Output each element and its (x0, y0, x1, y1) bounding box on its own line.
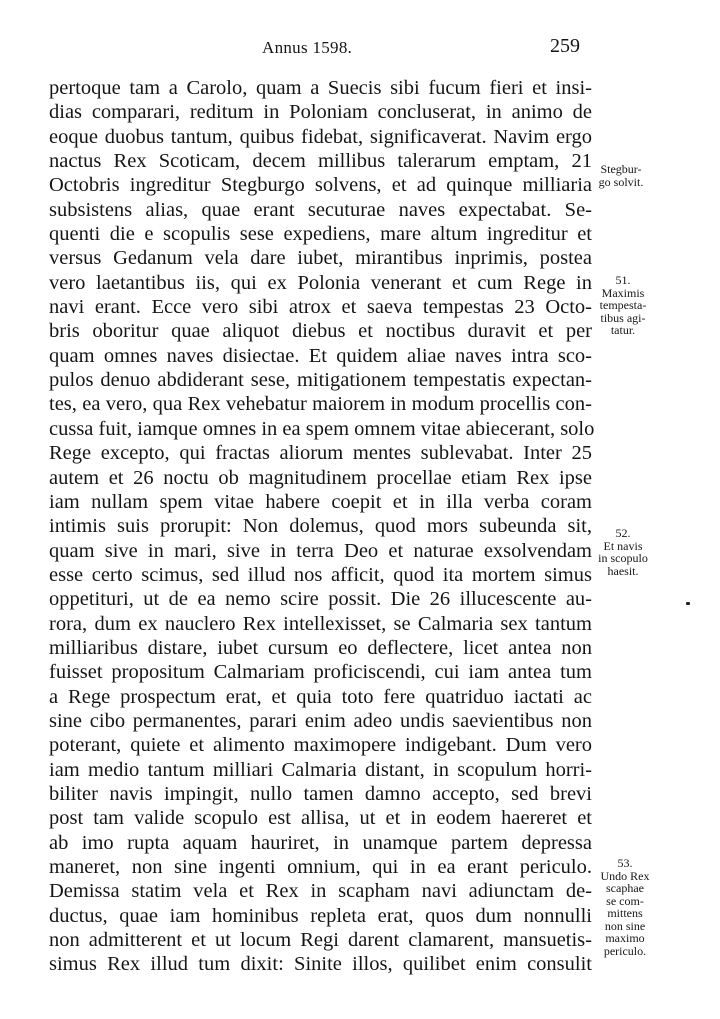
text-line: tes, ea vero, qua Rex vehebatur maiorem in modum procellis con- (49, 393, 592, 416)
text-line: Demissa statim vela et Rex in scapham navi adiunctam de- (49, 880, 592, 903)
text-line: post tam valide scopulo est allisa, ut et in eodem haereret et (49, 807, 592, 830)
text-line: fuisset propositum Calmariam proficiscendi, cui iam antea tum (49, 661, 592, 684)
text-line: maneret, non sine ingenti omnium, qui in ea erant periculo. (49, 856, 592, 878)
page-number: 259 (550, 35, 580, 57)
marginal-note-line: scaphae (606, 881, 644, 895)
marginal-note-line: mittens (607, 906, 643, 920)
marginal-note-line: Stegbur- (600, 162, 642, 176)
marginal-note-53 (589, 857, 661, 957)
text-line: poterant, quiete et alimento maximopere indigebant. Dum vero (49, 734, 592, 757)
text-line: ductus, quae iam hominibus repleta erat, quos dum nonnulli (49, 904, 592, 927)
marginal-note-52 (587, 527, 659, 577)
text-line: autem et 26 noctu ob magnitudinem procellae etiam Rex ipse (49, 466, 592, 489)
text-line: quenti die e scopulis sese expediens, mare altum ingreditur et (49, 223, 592, 246)
marginal-note-line: periculo. (603, 943, 647, 958)
text-line: simus Rex illud tum dixit: Sinite illos, quilibet enim consulit (49, 953, 592, 976)
text-line: iam medio tantum milliari Calmaria distant, in scopulum horri- (49, 758, 592, 781)
marginal-note-line: haesit. (607, 563, 639, 578)
running-title: Annus 1598. (262, 38, 353, 57)
text-line: dias comparari, reditum in Poloniam concluserat, in animo de (49, 101, 592, 124)
marginal-note-line: go solvit. (598, 174, 644, 189)
text-line: biliter navis impingit, nullo tamen damno accepto, sed brevi (49, 782, 592, 805)
text-line: eoque duobus tantum, quibus fidebat, significaverat. Navim ergo (49, 125, 592, 148)
text-line: pulos denuo abdiderant sese, mitigationem tempestatis expectan- (49, 369, 592, 392)
marginal-note-line: se com- (606, 893, 644, 908)
text-line: navi erant. Ecce vero sibi atrox et saeva tempestas 23 Octo- (49, 296, 592, 319)
text-line: bris oboritur quae aliquot diebus et noctibus duravit et per (49, 320, 592, 343)
text-line: subsistens alias, quae erant secuturae naves expectabat. Se- (49, 198, 592, 221)
text-line: rora, dum ex nauclero Rex intellexisset, se Calmaria sex tantum (49, 612, 592, 635)
text-line: iam nullam spem vitae habere coepit et in illa verba coram (49, 490, 592, 513)
marginal-note-line: Maximis (601, 285, 645, 300)
text-line: ab imo rupta aquam hauriret, in unamque partem depressa (49, 831, 592, 854)
text-line: cussa fuit, iamque omnes in ea spem omnem vitae abiecerant, solo (49, 417, 595, 440)
marginal-note-line: non sine (604, 918, 646, 933)
text-line: milliaribus distare, iubet cursum eo deflectere, licet antea non (49, 636, 592, 659)
main-text-block (49, 76, 595, 977)
marginal-note-line: tatur. (610, 323, 636, 337)
marginal-note-number: 51. (615, 273, 631, 287)
marginal-note-stegburgo (585, 163, 657, 188)
text-line: pertoque tam a Carolo, quam a Suecis sibi fucum fieri et insi- (49, 77, 592, 99)
text-line: vero laetantibus iis, qui ex Polonia venerant et cum Rege in (49, 271, 592, 294)
marginal-note-number: 52. (615, 526, 631, 540)
text-line: intimis suis prorupit: Non dolemus, quod mors subeunda sit, (49, 515, 592, 538)
text-line: non admitterent et ut locum Regi darent clamarent, mansuetis- (49, 929, 592, 952)
marginal-note-51 (587, 274, 659, 337)
text-line: oppetituri, ut de ea nemo scire possit. Die 26 illucescente au- (49, 588, 592, 611)
print-speck (686, 602, 690, 605)
marginal-note-line: Undo Rex (600, 868, 650, 883)
text-line: versus Gedanum vela dare iubet, mirantibus inprimis, postea (49, 247, 592, 270)
marginal-note-line: tibus agi- (600, 310, 646, 325)
text-line: Rege excepto, qui fractas aliorum mentes sublevabat. Inter 25 (49, 442, 592, 465)
text-line: sine cibo permanentes, parari enim adeo undis saevientibus non (49, 709, 592, 732)
text-line: a Rege prospectum erat, et quia toto fere quatriduo iactati ac (49, 685, 592, 708)
text-line: quam omnes naves disiectae. Et quidem aliae naves intra sco- (49, 344, 592, 367)
text-line: nactus Rex Scoticam, decem millibus talerarum emptam, 21 (49, 150, 592, 173)
text-line: Octobris ingreditur Stegburgo solvens, et ad quinque milliaria (49, 174, 592, 197)
marginal-note-line: maximo (605, 931, 645, 945)
marginal-note-line: tempesta- (599, 298, 647, 312)
marginal-note-line: Et navis (603, 538, 643, 553)
text-line: esse certo scimus, sed illud nos afficit, quod ita mortem simus (49, 563, 592, 586)
marginal-note-line: in scopulo (598, 551, 648, 565)
marginal-note-number: 53. (617, 856, 633, 870)
text-line: quam sive in mari, sive in terra Deo et naturae exsolvendam (49, 539, 592, 562)
